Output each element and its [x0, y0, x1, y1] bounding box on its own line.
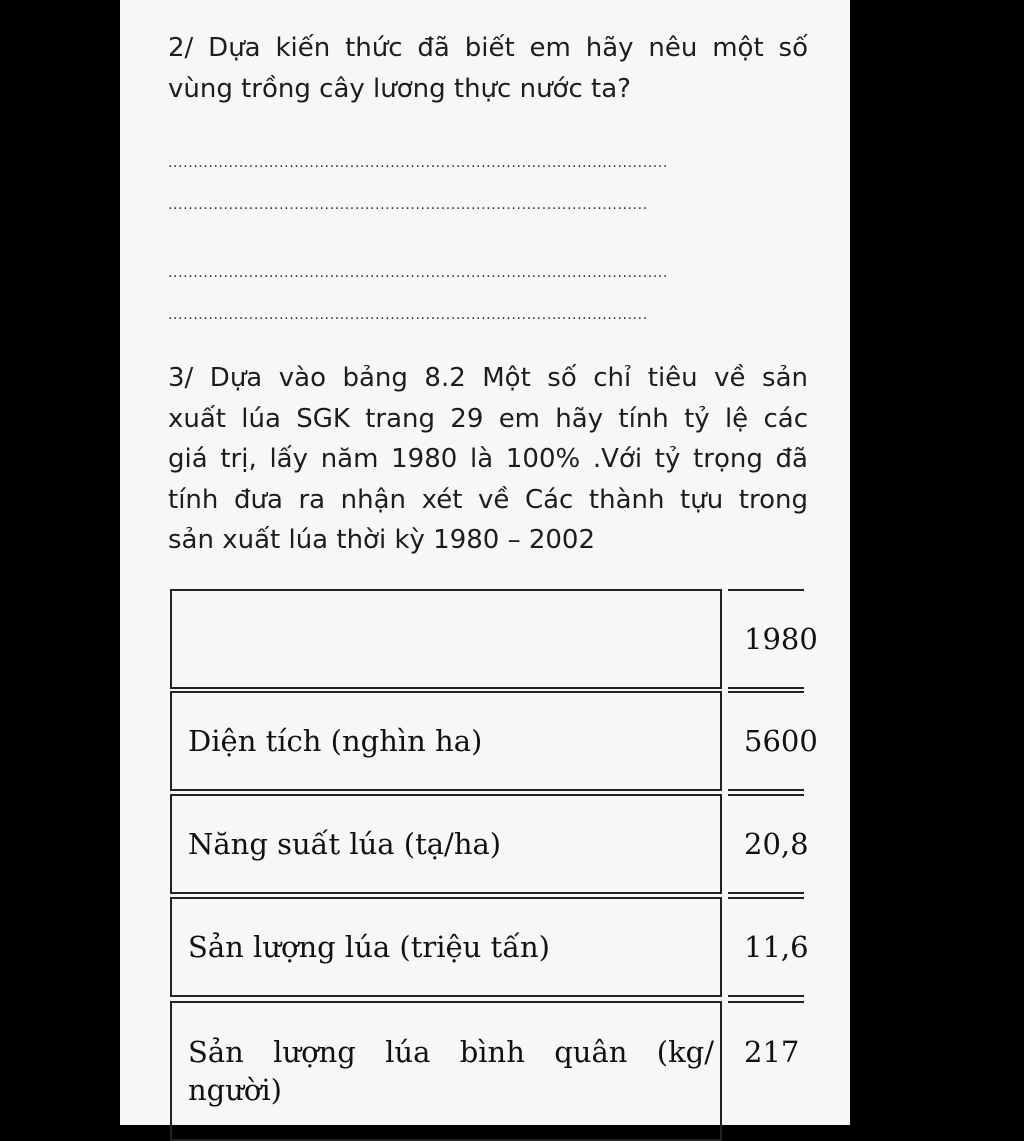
question-3-line-1: 3/ Dựa vào bảng 8.2 Một số chỉ tiêu về sản [168, 363, 808, 393]
document-page [120, 0, 850, 1125]
answer-line-3: ................................................................................................... [168, 265, 668, 281]
question-3 [168, 358, 808, 561]
table-row-value: 5600 [728, 691, 804, 791]
table-row-value: 11,6 [728, 897, 804, 997]
table-row-value: 20,8 [728, 794, 804, 894]
question-3-line-2: xuất lúa SGK trang 29 em hãy tính tỷ lệ các [168, 403, 808, 434]
question-2-line-2: vùng trồng cây lương thực nước ta? [168, 73, 631, 104]
table-header-label [170, 589, 722, 689]
question-3-line-3: giá trị, lấy năm 1980 là 100% .Với tỷ trọng đã [168, 444, 808, 474]
answer-line-2: ............................................................................................... [168, 197, 648, 213]
table-row-label-line-1: Sản lượng lúa bình quân (kg/ [188, 1035, 714, 1069]
table-row-label: Sản lượng lúa (triệu tấn) [170, 897, 722, 997]
table-row-label: Diện tích (nghìn ha) [170, 691, 722, 791]
table-row-label: Năng suất lúa (tạ/ha) [170, 794, 722, 894]
question-2 [168, 28, 808, 109]
table-row-label [170, 1001, 722, 1141]
table-row-label-line-2: người) [188, 1073, 282, 1107]
rice-production-table [170, 589, 818, 1129]
question-2-line-1: 2/ Dựa kiến thức đã biết em hãy nêu một số [168, 33, 808, 63]
table-row-value: 217 [728, 1001, 804, 1141]
answer-line-4: ............................................................................................... [168, 307, 648, 323]
question-3-line-4: tính đưa ra nhận xét về Các thành tựu trong [168, 484, 808, 515]
table-header-year: 1980 [728, 589, 804, 689]
answer-line-1: ................................................................................................... [168, 155, 668, 171]
question-3-line-5: sản xuất lúa thời kỳ 1980 – 2002 [168, 525, 596, 555]
